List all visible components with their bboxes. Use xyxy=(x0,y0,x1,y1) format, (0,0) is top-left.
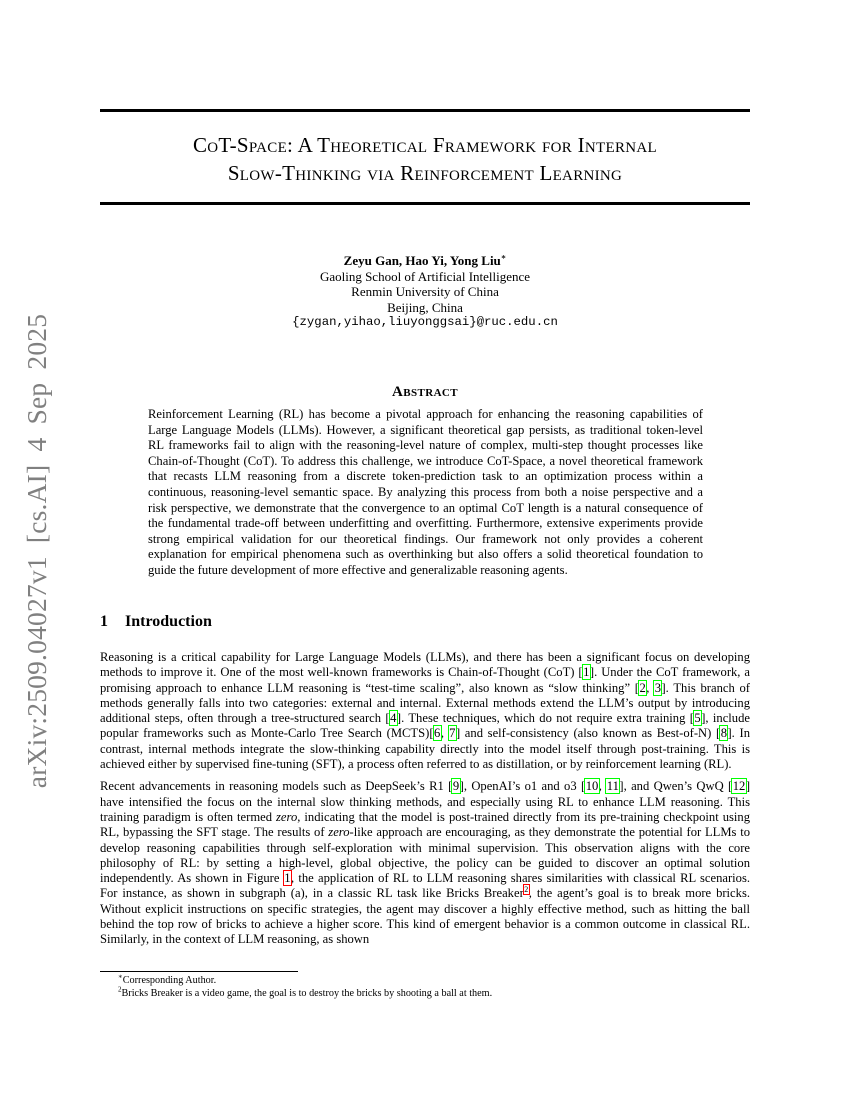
citation-link[interactable]: 6 xyxy=(434,726,441,741)
figure-reference-link[interactable]: 1 xyxy=(284,871,291,886)
footnote: $^2$Bricks Breaker is a video game, the goal is to destroy the bricks by shooting a ball at them. xyxy=(118,985,493,999)
section-number: 1 xyxy=(100,613,108,630)
paragraph: Reasoning is a critical capability for Large Language Models (LLMs), and there has been a significant focus on developing methods to improve it. One of the most well-known frameworks is Chain-of-Thought (CoT) [1]. Under the CoT framework, a promising approach to enhance LLM reasoning is “test-time scaling”, also known as “slow thinking” [2, 3]. This branch of methods generally falls into two categories: external and internal. External methods extend the LLM’s output by introducing additional steps, often through a tree-structured search [4]. These techniques, which do not require extra training [5], include popular frameworks such as Monte-Carlo Tree Search (MCTS)[6, 7] and self-consistency (also known as Best-of-N) [8]. In contrast, internal methods integrate the slow-thinking capability directly into the model itself through post-training. This is achieved either by supervised fine-tuning (SFT), a process often referred to as distillation, or by reinforcement learning (RL). xyxy=(100,650,750,772)
emphasis-zero: zero xyxy=(328,825,350,840)
paragraph: Recent advancements in reasoning models such as DeepSeek’s R1 [9], OpenAI’s o1 and o3 [10, 11], and Qwen’s QwQ [12] have intensified the focus on the internal slow thinking methods, and especially using RL to enhance LLM reasoning. This training paradigm is often termed zero, indicating that the model is post-trained directly from its pre-training checkpoint using RL, bypassing the SFT stage. The results of zero-like approach are encouraging, as they demonstrate the potential for LLMs to develop reasoning capabilities through self-exploration with minimal supervision. This observation aligns with the core philosophy of RL: by setting a high-level, global objective, the policy can be guided to discover an optimal solution independently. As shown in Figure 1, the application of RL to LLM reasoning shares similarities with classical RL scenarios. For instance, as shown in subgraph (a), in a classic RL task like Bricks Breaker$^2$, the agent’s goal is to break more bricks. Without explicit instructions on specific strategies, the agent may discover a highly effective method, such as hitting the ball behind the top row of bricks to achieve a higher score. This kind of emergent behavior is a common outcome in classical RL. Similarly, in the context of LLM reasoning, as shown xyxy=(100,779,751,947)
title-line-1: CoT-Space: A Theoretical Framework for Internal xyxy=(192,133,658,157)
author-email: {zygan,yihao,liuyonggsai}@ruc.edu.cn xyxy=(292,315,558,330)
footnote-reference-link[interactable]: 2 xyxy=(524,885,529,895)
citation-link[interactable]: 5 xyxy=(694,711,701,726)
citation-link[interactable]: 10 xyxy=(585,779,599,794)
citation-link[interactable]: 11 xyxy=(606,779,619,794)
introduction-body xyxy=(100,650,750,948)
footnotes xyxy=(118,974,750,1000)
citation-link[interactable]: 9 xyxy=(452,779,460,794)
title-top-rule xyxy=(100,109,750,112)
citation-link[interactable]: 12 xyxy=(732,779,746,794)
author-names: Zeyu Gan, Hao Yi, Yong Liu∗ xyxy=(343,252,507,268)
corresponding-author-marker: ∗ xyxy=(500,252,507,262)
abstract-heading: Abstract xyxy=(392,384,458,400)
footnote-separator xyxy=(100,971,298,972)
footnote: ∗Corresponding Author. xyxy=(118,972,217,986)
arxiv-stamp-text: arXiv:2509.04027v1 [cs.AI] 4 Sep 2025 xyxy=(21,313,52,788)
citation-link[interactable]: 1 xyxy=(583,665,590,680)
affiliation-line: Gaoling School of Artificial Intelligence xyxy=(319,268,531,284)
footnote-marker: 2 xyxy=(118,985,122,994)
section-heading-introduction xyxy=(100,613,212,631)
citation-link[interactable]: 4 xyxy=(390,711,397,726)
title-bottom-rule xyxy=(100,202,750,205)
title-line-2: Slow-Thinking via Reinforcement Learning xyxy=(227,161,623,185)
section-title: Introduction xyxy=(125,613,212,630)
affiliation-line: Renmin University of China xyxy=(351,284,499,300)
arxiv-identifier-stamp xyxy=(21,313,52,788)
affiliation-line: Beijing, China xyxy=(387,299,463,315)
citation-link[interactable]: 2 xyxy=(639,680,646,695)
author-block xyxy=(100,253,750,331)
paper-title xyxy=(100,131,750,187)
emphasis-zero: zero xyxy=(276,809,298,824)
citation-link[interactable]: 8 xyxy=(720,726,727,741)
citation-link[interactable]: 7 xyxy=(449,726,456,741)
abstract-text: Reinforcement Learning (RL) has become a pivotal approach for enhancing the reasoning capabilities of Large Language Models (LLMs). However, a significant theoretical gap persists, as traditional token-level RL frameworks fail to align with the reasoning-level nature of complex, multi-step thought processes like Chain-of-Thought (CoT). To address this challenge, we introduce CoT-Space, a novel theoretical framework that recasts LLM reasoning from a discrete token-prediction task to an optimization process within a continuous, reasoning-level semantic space. By analyzing this process from both a noise perspective and a risk perspective, we demonstrate that the convergence to an optimal CoT length is a natural consequence of the fundamental trade-off between underfitting and overfitting. Furthermore, extensive experiments provide strong empirical validation for our theoretical findings. Our framework not only provides a coherent explanation for empirical phenomena such as overthinking but also offers a solid theoretical foundation to guide the future development of more effective and generalizable reasoning agents. xyxy=(148,407,703,577)
footnote-marker: ∗ xyxy=(118,972,123,981)
citation-link[interactable]: 3 xyxy=(654,680,661,695)
